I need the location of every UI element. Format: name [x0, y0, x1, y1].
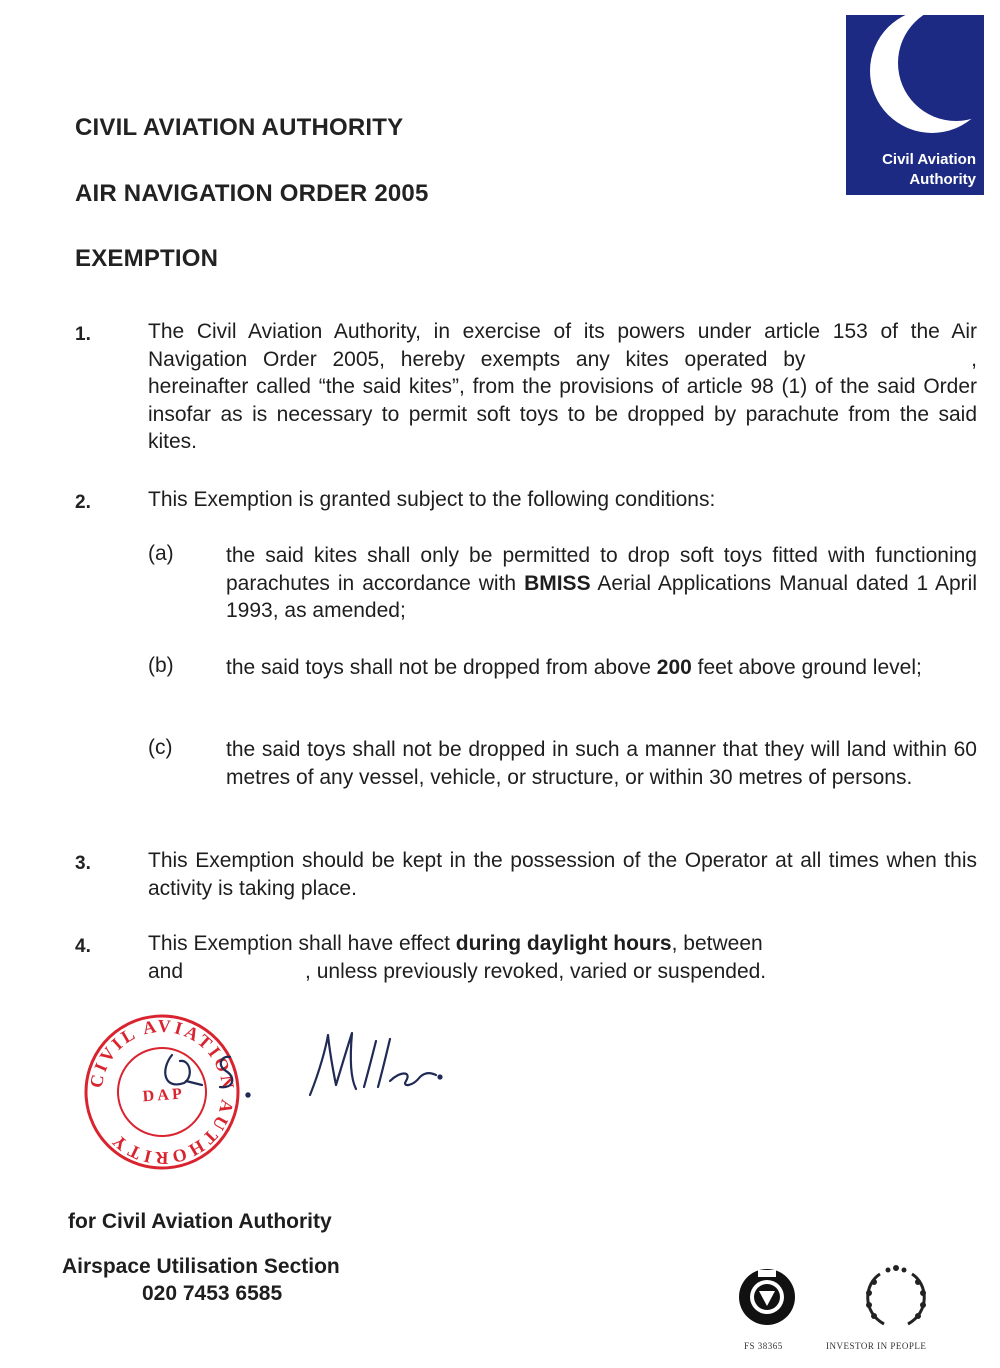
item-4-end: , unless previously revoked, varied or suspended. — [305, 959, 767, 983]
item-4-number: 4. — [75, 936, 91, 957]
item-4-bold: during daylight hours — [455, 932, 672, 955]
condition-b-pre: the said toys shall not be dropped from above — [226, 656, 657, 679]
item-2-number: 2. — [75, 492, 91, 513]
footer-for-caa: for Civil Aviation Authority — [68, 1210, 332, 1233]
condition-a-label: (a) — [148, 542, 174, 565]
condition-b-post: feet above ground level; — [691, 656, 922, 679]
signature — [150, 1015, 450, 1115]
item-1-text — [148, 318, 977, 456]
item-1-number: 1. — [75, 324, 91, 345]
logo-line-1: Civil Aviation — [882, 151, 976, 168]
item-3-number: 3. — [75, 853, 91, 874]
item-4-post: , between — [671, 932, 763, 955]
footer-section: Airspace Utilisation Section — [62, 1255, 340, 1278]
item-3-text: This Exemption should be kept in the possession of the Operator at all times when this activity is taking place. — [148, 849, 977, 900]
crescent-icon — [846, 15, 984, 195]
bsi-registered-icon — [736, 1264, 798, 1330]
stamp-inner-text: D A P — [142, 1085, 183, 1106]
exemption-heading: EXEMPTION — [75, 245, 219, 272]
condition-b-bold: 200 — [656, 656, 692, 679]
condition-a-pre: the said kites shall only be permitted to drop soft toys fitted with functioning parachutes in accordance with — [226, 544, 977, 595]
investor-in-people-label: INVESTOR IN PEOPLE — [826, 1341, 927, 1351]
condition-b-label: (b) — [148, 654, 174, 677]
item-1-text-part-2: , hereinafter called “the said kites”, from the provisions of article 98 (1) of the said Order insofar as is necessary to permit soft toys to be dropped by parachute from the said kites. — [148, 347, 977, 453]
investor-in-people-icon — [858, 1260, 934, 1334]
item-4-and: and — [148, 959, 184, 983]
item-1-text-part-1: The Civil Aviation Authority, in exercise of its powers under article 153 of the Air Navigation Order 2005, hereby exempts any kites operated by — [148, 320, 977, 371]
logo-line-2: Authority — [909, 171, 976, 188]
item-2-text: This Exemption is granted subject to the following conditions: — [148, 488, 716, 511]
condition-b-text — [226, 654, 977, 682]
item-4-pre: This Exemption shall have effect — [148, 932, 456, 955]
condition-a-text — [226, 542, 977, 625]
condition-a-bold: BMISS — [524, 571, 591, 595]
authority-heading: CIVIL AVIATION AUTHORITY — [75, 114, 404, 141]
stamp-outer-text: CIVIL AVIATION AUTHORITY — [85, 1015, 239, 1169]
caa-logo — [846, 15, 984, 195]
bsi-certificate-number: FS 38365 — [744, 1341, 783, 1351]
condition-c-label: (c) — [148, 736, 173, 759]
condition-c-text: the said toys shall not be dropped in such a manner that they will land within 60 metres of any vessel, vehicle, or structure, or within 30 metres of persons. — [226, 738, 977, 789]
order-heading: AIR NAVIGATION ORDER 2005 — [75, 180, 429, 207]
condition-a-post: Aerial Applications Manual dated 1 April 1993, as amended; — [226, 571, 977, 622]
footer-phone: 020 7453 6585 — [142, 1282, 283, 1305]
item-4-text — [148, 930, 977, 985]
